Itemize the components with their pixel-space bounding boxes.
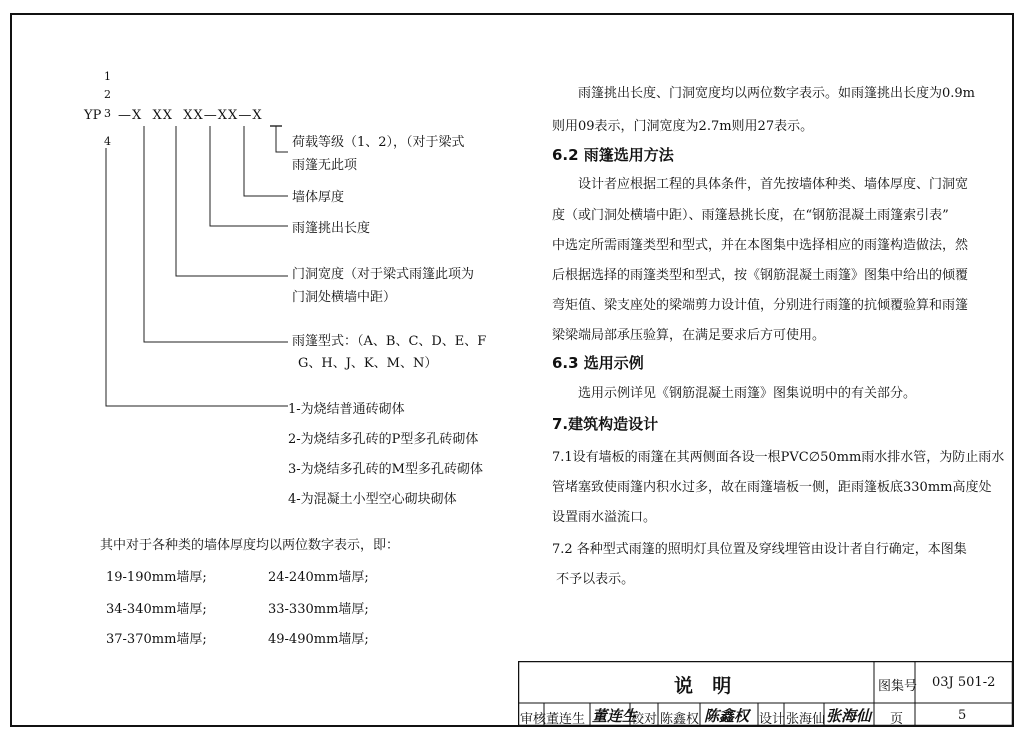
atlas-number: 03J 501-2 xyxy=(932,675,996,690)
designation-prefix: YP xyxy=(84,108,102,123)
table-cell: 34-340mm墙厚; xyxy=(106,602,207,617)
section-6-3-title: 6.3 选用示例 xyxy=(552,354,644,372)
s62-line: 中选定所需雨篷类型和型式，并在本图集中选择相应的雨篷构造做法，然 xyxy=(552,238,969,253)
wall-intro: 其中对于各种类的墙体厚度均以两位数字表示，即： xyxy=(100,538,400,553)
intro-line1: 雨篷挑出长度、门洞宽度均以两位数字表示。如雨篷挑出长度为0.9m xyxy=(578,86,976,101)
wall-type-1: 1-为烧结普通砖砌体 xyxy=(288,402,405,417)
intro-line2: 则用09表示，门洞宽度为2.7m则用27表示。 xyxy=(552,119,814,134)
designer-signature: 张海仙 xyxy=(826,707,872,725)
s71-line: 7.1设有墙板的雨篷在其两侧面各设一根PVC∅50mm雨水排水管，为防止雨水 xyxy=(552,450,1005,465)
subscript-3: 3 xyxy=(104,107,111,120)
table-cell: 33-330mm墙厚; xyxy=(268,602,369,617)
atlas-label: 图集号 xyxy=(878,679,918,694)
checker-name: 陈鑫权 xyxy=(660,712,700,727)
checker-signature: 陈鑫权 xyxy=(704,707,750,725)
s62-line: 弯矩值、梁支座处的梁端剪力设计值，分别进行雨篷的抗倾覆验算和雨篷 xyxy=(552,298,969,313)
s62-line: 度（或门洞处横墙中距）、雨篷悬挑长度，在“钢筋混凝土雨篷索引表” xyxy=(552,208,949,223)
designer-name: 张海仙 xyxy=(786,712,826,727)
canopy-overhang-label: 雨篷挑出长度 xyxy=(292,221,371,236)
canopy-type-line2: G、H、J、K、M、N） xyxy=(298,356,438,371)
load-grade-line2: 雨篷无此项 xyxy=(292,158,358,173)
reviewer-name: 董连生 xyxy=(546,712,586,727)
page-label: 页 xyxy=(890,712,904,727)
s71-line: 管堵塞致使雨篷内积水过多，故在雨篷墙板一侧，距雨篷板底330mm高度处 xyxy=(552,480,992,495)
table-cell: 24-240mm墙厚; xyxy=(268,570,369,585)
subscript-2: 2 xyxy=(104,88,111,101)
title-block xyxy=(518,661,1014,727)
table-cell: 19-190mm墙厚; xyxy=(106,570,207,585)
door-width-line1: 门洞宽度（对于梁式雨篷此项为 xyxy=(292,267,475,282)
section-6-2-title: 6.2 雨篷选用方法 xyxy=(552,146,674,164)
design-label: 设计 xyxy=(759,712,786,727)
review-label: 审核 xyxy=(520,712,547,727)
reviewer-signature: 董连生 xyxy=(592,707,638,725)
title-block-title: 说 明 xyxy=(674,675,734,697)
subscript-1: 1 xyxy=(104,70,111,83)
load-grade-line1: 荷载等级（1、2），（对于梁式 xyxy=(292,135,465,150)
s72-line: 7.2 各种型式雨篷的照明灯具位置及穿线埋管由设计者自行确定，本图集 xyxy=(552,542,967,557)
s72-line: 不予以表示。 xyxy=(552,572,635,587)
s62-line: 梁梁端局部承压验算，在满足要求后方可使用。 xyxy=(552,328,826,343)
canopy-type-line1: 雨篷型式：（A、B、C、D、E、F xyxy=(292,334,487,349)
designation-body: —X XX XX—XX—X xyxy=(118,108,263,123)
subscript-4: 4 xyxy=(104,135,111,148)
check-label: 校对 xyxy=(631,712,658,727)
wall-type-2: 2-为烧结多孔砖的P型多孔砖砌体 xyxy=(288,432,479,447)
wall-thickness-label: 墙体厚度 xyxy=(292,190,345,205)
s62-line: 设计者应根据工程的具体条件，首先按墙体种类、墙体厚度、门洞宽 xyxy=(578,177,969,192)
s62-line: 后根据选择的雨篷类型和型式，按《钢筋混凝土雨篷》图集中给出的倾覆 xyxy=(552,268,969,283)
wall-type-3: 3-为烧结多孔砖的M型多孔砖砌体 xyxy=(288,462,483,477)
section-7-title: 7.建筑构造设计 xyxy=(552,415,659,433)
page-number: 5 xyxy=(958,708,967,723)
door-width-line2: 门洞处横墙中距） xyxy=(292,290,397,305)
s63-body: 选用示例详见《钢筋混凝土雨篷》图集说明中的有关部分。 xyxy=(578,386,917,401)
wall-type-4: 4-为混凝土小型空心砌块砌体 xyxy=(288,492,457,507)
table-cell: 49-490mm墙厚; xyxy=(268,632,369,647)
s71-line: 设置雨水溢流口。 xyxy=(552,510,657,525)
table-cell: 37-370mm墙厚; xyxy=(106,632,207,647)
